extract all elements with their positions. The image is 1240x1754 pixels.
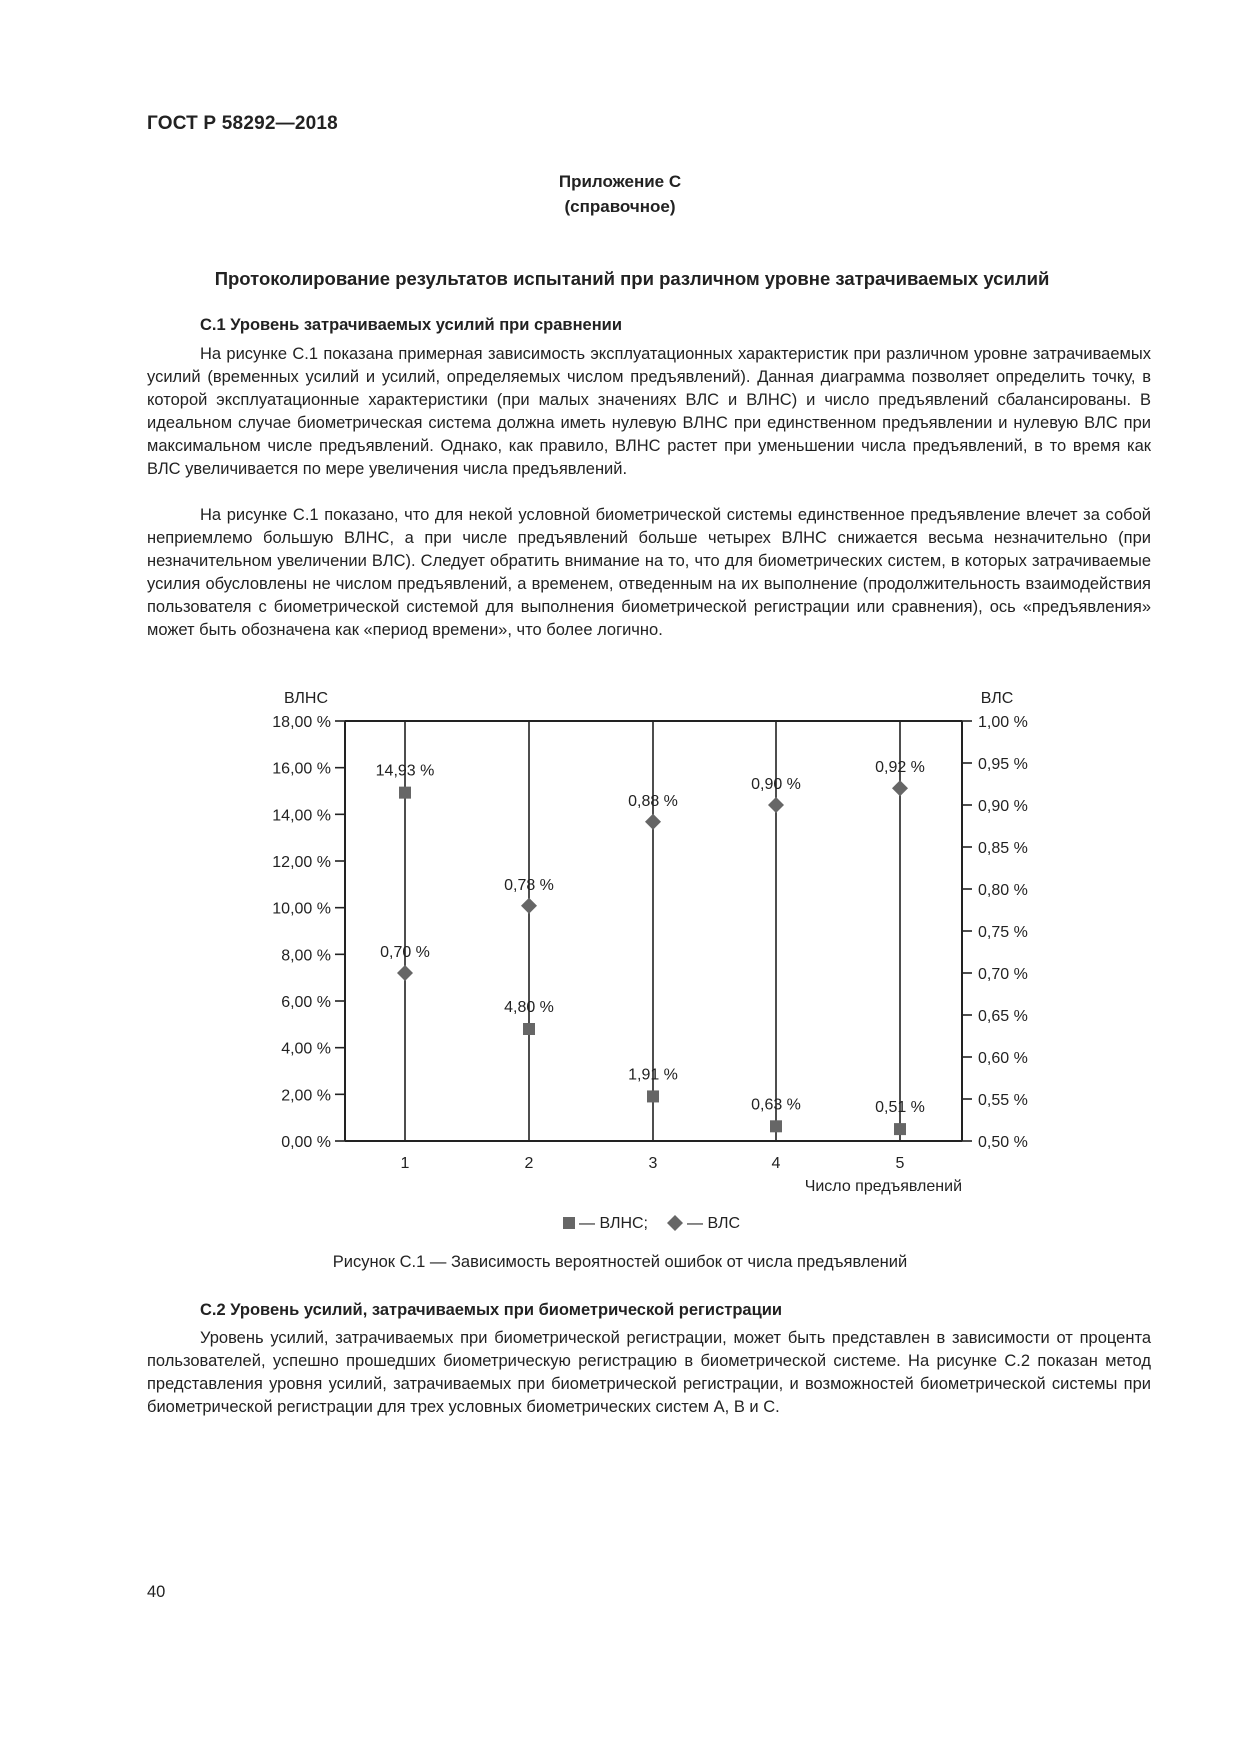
right-tick-label: 0,75 % [978,924,1028,941]
legend-vlns-label: — ВЛНС; [579,1215,648,1232]
section1-paragraph2: На рисунке С.1 показано, что для некой условной биометрической системы единственное предъявление влечет за собой неприемлемо большую ВЛНС, а при числе предъявлений больше четырех ВЛНС снижается весьма незначительно (при незначительном увеличении ВЛС). Следует обратить внимание на то, что для биометрических систем, в которых затрачиваемые усилия обусловлены не числом предъявлений, а временем, отведенным на их выполнение (продолжительность взаимодействия пользователя с биометрической системой для выполнения биометрической регистрации или сравнения), ось «предъявления» может быть обозначена как «период времени», что более логично. [147,506,1151,639]
vls-marker [892,780,908,796]
vls-data-label: 0,90 % [751,776,801,793]
left-tick-label: 8,00 % [281,947,331,965]
left-tick-label: 18,00 % [272,714,331,731]
vlns-data-label: 14,93 % [375,762,435,780]
vls-marker [645,814,661,830]
right-tick-label: 0,50 % [978,1134,1028,1151]
left-tick-label: 10,00 % [272,900,331,918]
right-tick-label: 0,65 % [978,1008,1028,1025]
figure-caption: Рисунок С.1 — Зависимость вероятностей ошибок от числа предъявлений [332,1253,908,1271]
right-tick-label: 0,90 % [978,798,1028,815]
vlns-marker [399,787,411,799]
right-tick-label: 1,00 % [978,714,1028,731]
vls-marker [397,965,413,981]
document-code: ГОСТ Р 58292—2018 [147,113,338,134]
x-axis-title: Число предъявлений [804,1178,962,1195]
vlns-marker [894,1123,906,1135]
vls-marker [768,797,784,813]
vls-data-label: 0,78 % [504,876,554,894]
right-axis-title: ВЛС [980,690,1014,707]
right-tick-label: 0,85 % [978,840,1028,857]
vls-marker [521,898,537,914]
right-tick-label: 0,80 % [978,882,1028,899]
vlns-marker [770,1120,782,1132]
x-tick-label: 5 [895,1155,905,1172]
vlns-data-label: 0,63 % [751,1096,801,1114]
figure-c1 [0,680,1240,1240]
legend-vls-marker [667,1215,683,1231]
right-tick-label: 0,55 % [978,1092,1028,1109]
right-tick-label: 0,95 % [978,756,1028,773]
vls-data-label: 0,70 % [380,944,430,961]
x-tick-label: 1 [400,1155,410,1172]
appendix-title: Приложение С [558,172,682,191]
right-tick-label: 0,60 % [978,1050,1028,1067]
left-tick-label: 16,00 % [272,760,331,778]
left-tick-label: 14,00 % [272,807,331,825]
vls-data-label: 0,92 % [875,759,925,777]
x-tick-label: 4 [771,1155,781,1172]
section2-paragraph1: Уровень усилий, затрачиваемых при биометрической регистрации, может быть представлен в зависимости от процента пользователей, успешно прошедших биометрическую регистрацию в биометрической системе. На рисунке С.2 показан метод представления уровня усилий, затрачиваемых при биометрической регистрации, и возможностей биометрической системы при биометрической регистрации для трех условных биометрических систем А, В и С. [147,1329,1151,1416]
page-number: 40 [147,1583,166,1601]
vlns-marker [523,1023,535,1035]
vlns-data-label: 0,51 % [875,1099,925,1117]
left-tick-label: 2,00 % [281,1087,331,1105]
x-tick-label: 3 [648,1155,658,1172]
x-tick-label: 2 [524,1155,534,1172]
vlns-data-label: 4,80 % [504,999,554,1016]
left-tick-label: 12,00 % [272,854,331,871]
left-tick-label: 4,00 % [281,1040,331,1058]
legend-vlns-marker [563,1217,575,1229]
left-tick-label: 6,00 % [281,994,331,1011]
left-tick-label: 0,00 % [281,1134,331,1151]
legend-vls-label: — ВЛС [687,1215,740,1232]
section1-paragraph1: На рисунке С.1 показана примерная зависимость эксплуатационных характеристик при различном уровне затрачиваемых усилий (временных усилий и усилий, определяемых числом предъявлений). Данная диаграмма позволяет определить точку, в которой эксплуатационные характеристики (при малых значениях ВЛС и ВЛНС) и число предъявлений сбалансированы. В идеальном случае биометрическая система должна иметь нулевую ВЛНС при единственном предъявлении и нулевую ВЛС при максимальном числе предъявлений. Однако, как правило, ВЛНС растет при уменьшении числа предъявлений, в то время как ВЛС увеличивается по мере увеличения числа предъявлений. [147,345,1151,478]
vls-data-label: 0,88 % [628,792,678,810]
vlns-data-label: 1,91 % [628,1066,678,1084]
left-axis-title: ВЛНС [283,690,329,707]
vlns-marker [647,1090,659,1102]
main-title: Протоколирование результатов испытаний при различном уровне затрачиваемых усилий [214,268,1050,289]
chart-svg [0,680,1240,1240]
section1-heading: С.1 Уровень затрачиваемых усилий при сравнении [200,316,622,334]
appendix-subtitle: (справочное) [564,197,676,216]
right-tick-label: 0,70 % [978,966,1028,983]
section2-heading: С.2 Уровень усилий, затрачиваемых при биометрической регистрации [200,1301,783,1319]
